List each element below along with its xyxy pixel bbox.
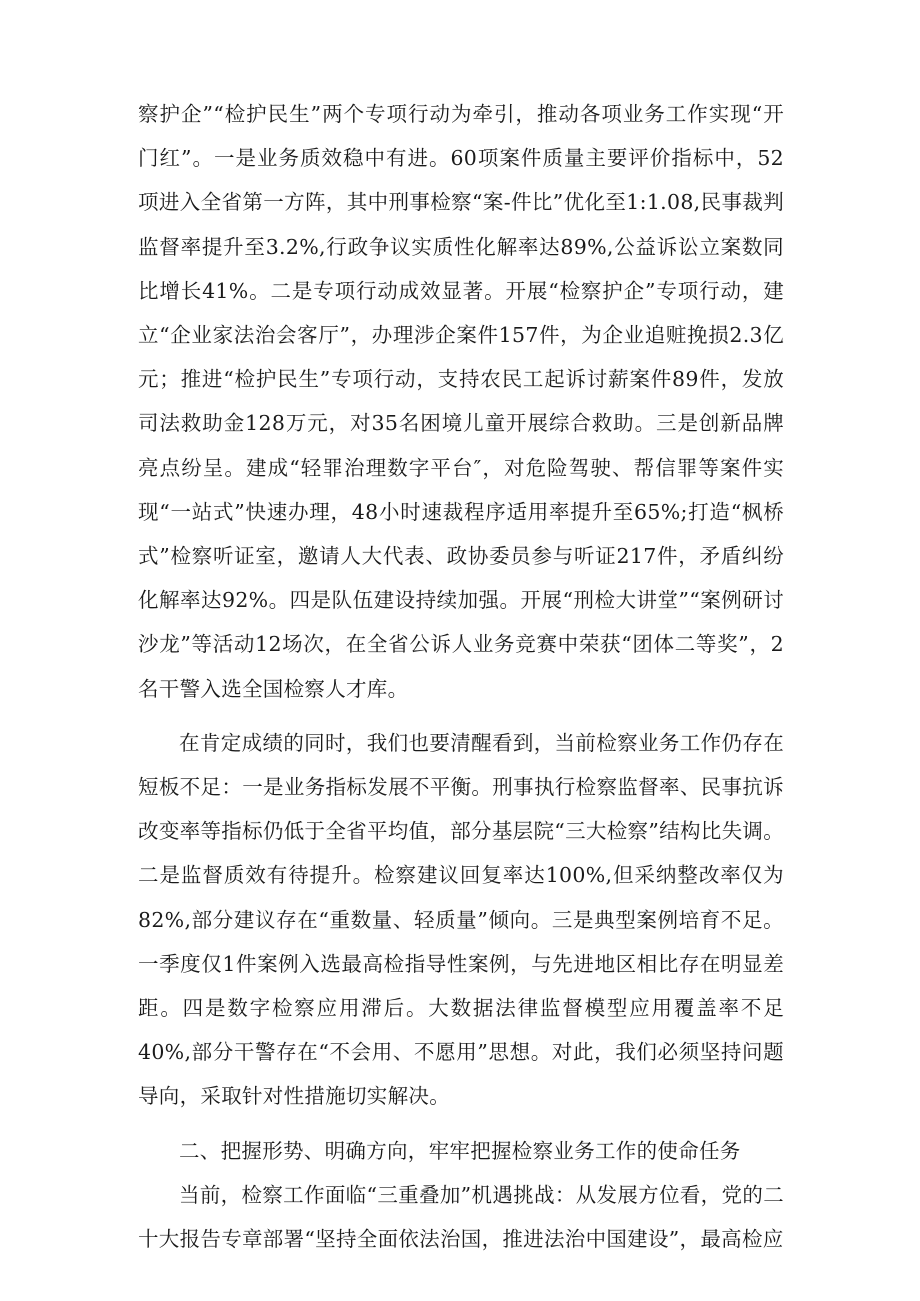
document-body — [138, 92, 784, 1261]
paragraph-achievements: 察护企”“检护民生”两个专项行动为牵引，推动各项业务工作实现“开门红”。一是业务质效稳中有进。60项案件质量主要评价指标中，52项进入全省第一方阵，其中刑事检察“案-件比”优化至1:1.08,民事裁判监督率提升至3.2%,行政争议实质性化解率达89%,公益诉讼立案数同比增长41%。二是专项行动成效显著。开展“检察护企”专项行动，建立“企业家法治会客厅”，办理涉企案件157件，为企业追赃挽损2.3亿元；推进“检护民生”专项行动，支持农民工起诉讨薪案件89件，发放司法救助金128万元，对35名困境儿童开展综合救助。三是创新品牌亮点纷呈。建成“轻罪治理数字平台″，对危险驾驶、帮信罪等案件实现“一站式”快速办理，48小时速裁程序适用率提升至65%;打造“枫桥式”检察听证室，邀请人大代表、政协委员参与听证217件，矛盾纠纷化解率达92%。四是队伍建设持续加强。开展“刑检大讲堂”“案例研讨沙龙”等活动12场次，在全省公诉人业务竞赛中荣获“团体二等奖”，2名干警入选全国检察人才库。 — [138, 102, 784, 701]
section-heading: 二、把握形势、明确方向，牢牢把握检察业务工作的使命任务 — [179, 1138, 741, 1163]
paragraph-shortcomings: 在肯定成绩的同时，我们也要清醒看到，当前检察业务工作仍存在短板不足：一是业务指标发展不平衡。刑事执行检察监督率、民事抗诉改变率等指标仍低于全省平均值，部分基层院“三大检察”结构比失调。二是监督质效有待提升。检察建议回复率达100%,但采纳整改率仅为82%,部分建议存在“重数量、轻质量”倾向。三是典型案例培育不足。一季度仅1件案例入选最高检指导性案例，与先进地区相比存在明显差距。四是数字检察应用滞后。大数据法律监督模型应用覆盖率不足40%,部分干警存在“不会用、不愿用”思想。对此，我们必须坚持问题导向，采取针对性措施切实解决。 — [138, 730, 784, 1109]
paragraph-situation: 当前，检察工作面临“三重叠加”机遇挑战：从发展方位看，党的二十大报告专章部署“坚持全面依法治国，推进法治中国建设”，最高检应 — [138, 1182, 784, 1252]
